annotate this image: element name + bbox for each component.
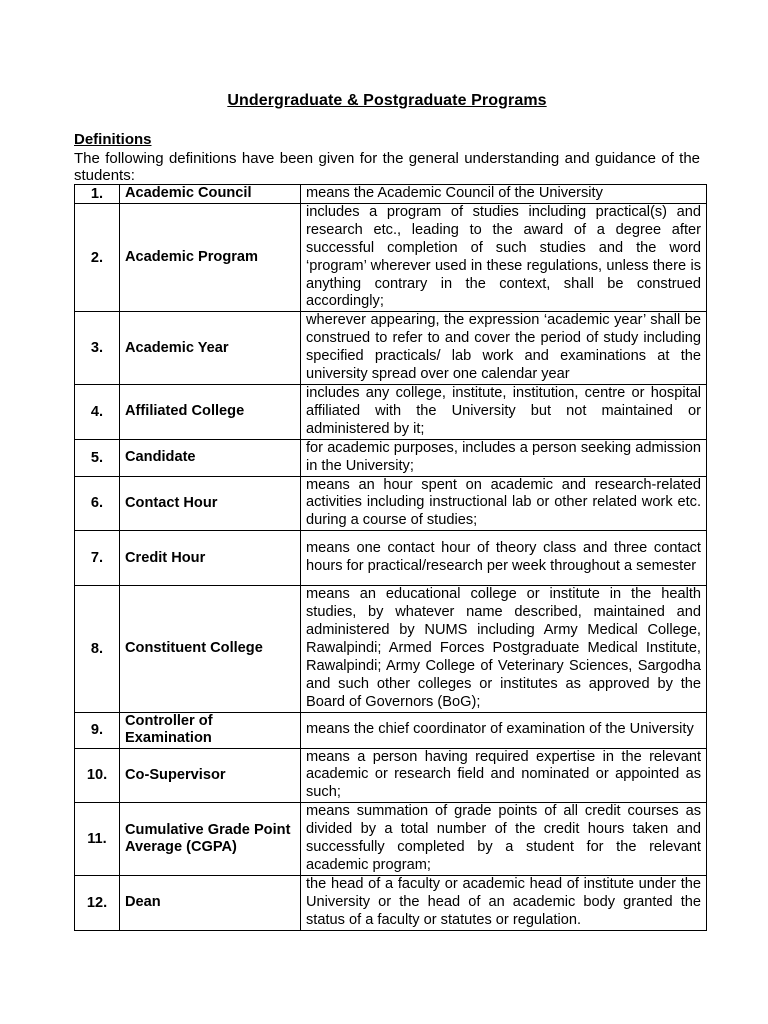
definition-text: means the chief coordinator of examination of the University [301,712,707,748]
definition-term: Constituent College [120,586,301,712]
table-row [75,185,707,204]
definition-term: Academic Year [120,312,301,385]
definition-term: Contact Hour [120,476,301,531]
definition-term: Co-Supervisor [120,748,301,803]
table-row [75,712,707,748]
definition-term: Cumulative Grade Point Average (CGPA) [120,803,301,876]
row-number: 2. [75,203,120,311]
table-row [75,312,707,385]
definition-text: includes a program of studies including practical(s) and research etc., leading to the award of a degree after successful completion of such studies and the word ‘program’ wherever used in these regulations, unless there is anything contrary in the context, shall be construed accordingly; [301,203,707,311]
table-row [75,875,707,930]
page-title: Undergraduate & Postgraduate Programs [227,92,547,109]
row-number: 1. [75,185,120,204]
table-row [75,203,707,311]
section-heading: Definitions [74,131,152,148]
definition-term: Dean [120,875,301,930]
definition-term: Academic Program [120,203,301,311]
row-number: 5. [75,439,120,476]
definition-term: Academic Council [120,185,301,204]
definition-text: means the Academic Council of the University [301,185,707,204]
table-row [75,586,707,712]
table-row [75,476,707,531]
table-row [75,803,707,876]
row-number: 6. [75,476,120,531]
table-row [75,531,707,586]
definition-text: includes any college, institute, institution, centre or hospital affiliated with the University but not maintained or administered by it; [301,384,707,439]
row-number: 9. [75,712,120,748]
table-row [75,384,707,439]
definition-text: means a person having required expertise in the relevant academic or research field and nominated or appointed as such; [301,748,707,803]
row-number: 11. [75,803,120,876]
definition-text: for academic purposes, includes a person seeking admission in the University; [301,439,707,476]
intro-paragraph: The following definitions have been given for the general understanding and guidance of the students: [74,150,700,184]
row-number: 3. [75,312,120,385]
table-row [75,439,707,476]
definition-text: means an educational college or institute in the health studies, by whatever name described, maintained and administered by NUMS including Army Medical College, Rawalpindi; Armed Forces Postgraduate Medical Institute, Rawalpindi; Army College of Veterinary Sciences, Sargodha and such other colleges or institutes as approved by the Board of Governors (BoG); [301,586,707,712]
row-number: 7. [75,531,120,586]
definition-text: means one contact hour of theory class and three contact hours for practical/research per week throughout a semester [301,531,707,586]
definition-text: the head of a faculty or academic head of institute under the University or the head of an academic body granted the status of a faculty or statutes or regulation. [301,875,707,930]
definition-text: means summation of grade points of all credit courses as divided by a total number of the credit hours taken and successfully completed by a student for the relevant academic program; [301,803,707,876]
definition-text: wherever appearing, the expression ‘academic year’ shall be construed to refer to and cover the period of study including specified practicals/ lab work and examinations at the university spread over one calendar year [301,312,707,385]
definition-text: means an hour spent on academic and research-related activities including instructional lab or other related work etc. during a course of studies; [301,476,707,531]
row-number: 4. [75,384,120,439]
table-row [75,748,707,803]
definition-term: Credit Hour [120,531,301,586]
definition-term: Candidate [120,439,301,476]
row-number: 8. [75,586,120,712]
row-number: 12. [75,875,120,930]
definitions-table [74,184,707,931]
definition-term: Controller of Examination [120,712,301,748]
definition-term: Affiliated College [120,384,301,439]
row-number: 10. [75,748,120,803]
